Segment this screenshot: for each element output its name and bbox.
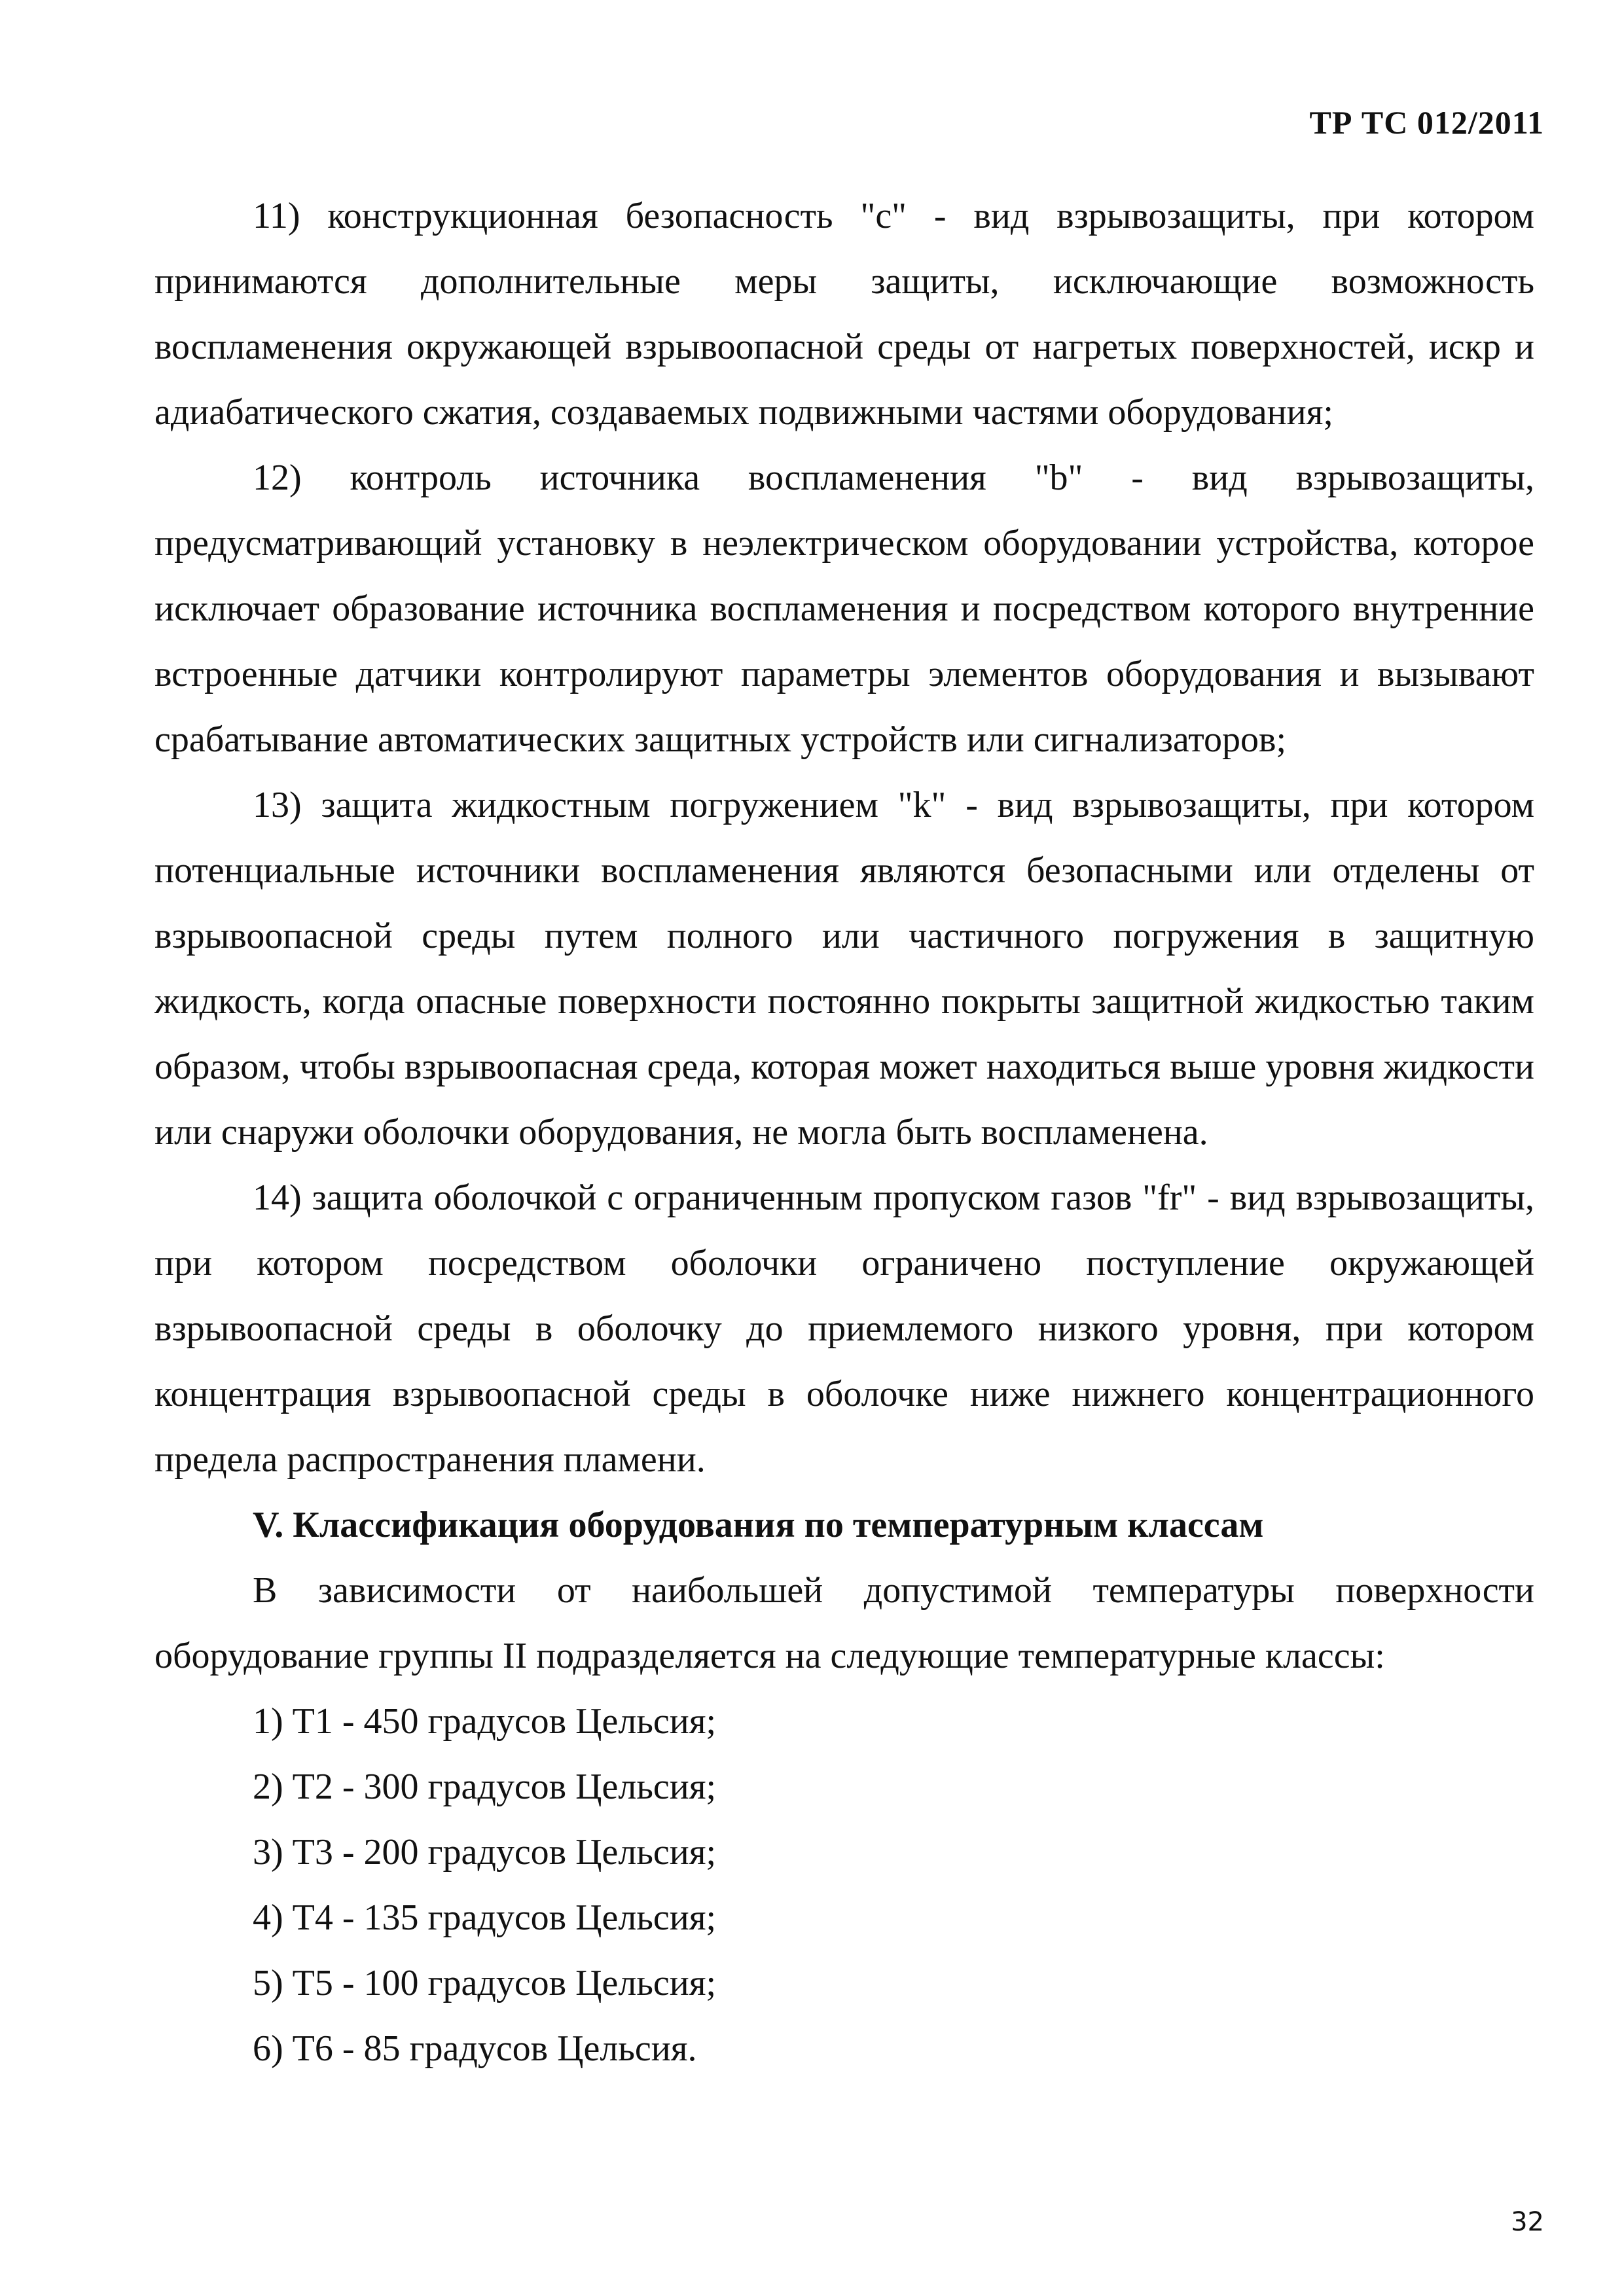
temperature-class-item: 2) Т2 - 300 градусов Цельсия; — [253, 1767, 717, 1807]
section-intro: В зависимости от наибольшей допустимой температуры поверхности оборудование группы II подразделяется на следующие температурные классы: — [154, 1570, 1534, 1676]
page-content — [154, 183, 1534, 2081]
paragraph-item-14: 14) защита оболочкой с ограниченным пропуском газов "fr" - вид взрывозащиты, при котором посредством оболочки ограничено поступление окружающей взрывоопасной среды в оболочку до приемлемого низкого уровня, при котором концентрация взрывоопасной среды в оболочке ниже нижнего концентрационного предела распространения пламени. — [154, 1177, 1534, 1480]
section-heading: V. Классификация оборудования по температурным классам — [253, 1505, 1264, 1545]
paragraph-item-13: 13) защита жидкостным погружением "k" - вид взрывозащиты, при котором потенциальные источники воспламенения являются безопасными или отделены от взрывоопасной среды путем полного или частичного погружения в защитную жидкость, когда опасные поверхности постоянно покрыты защитной жидкостью таким образом, чтобы взрывоопасная среда, которая может находиться выше уровня жидкости или снаружи оболочки оборудования, не могла быть воспламенена. — [154, 785, 1534, 1153]
document-code: ТР ТС 012/2011 — [1309, 104, 1544, 141]
temperature-class-item: 3) Т3 - 200 градусов Цельсия; — [253, 1832, 717, 1873]
temperature-class-item: 4) Т4 - 135 градусов Цельсия; — [253, 1897, 717, 1938]
temperature-class-item: 6) Т6 - 85 градусов Цельсия. — [253, 2028, 697, 2069]
paragraph-item-11: 11) конструкционная безопасность "c" - вид взрывозащиты, при котором принимаются дополнительные меры защиты, исключающие возможность воспламенения окружающей взрывоопасной среды от нагретых поверхностей, искр и адиабатического сжатия, создаваемых подвижными частями оборудования; — [154, 196, 1534, 433]
paragraph-item-12: 12) контроль источника воспламенения "b" - вид взрывозащиты, предусматривающий установку в неэлектрическом оборудовании устройства, которое исключает образование источника воспламенения и посредством которого внутренние встроенные датчики контролируют параметры элементов оборудования и вызывают срабатывание автоматических защитных устройств или сигнализаторов; — [154, 457, 1534, 760]
page-number: 32 — [1511, 2207, 1544, 2237]
temperature-class-item: 5) Т5 - 100 градусов Цельсия; — [253, 1963, 717, 2003]
temperature-class-item: 1) Т1 - 450 градусов Цельсия; — [253, 1701, 717, 1742]
